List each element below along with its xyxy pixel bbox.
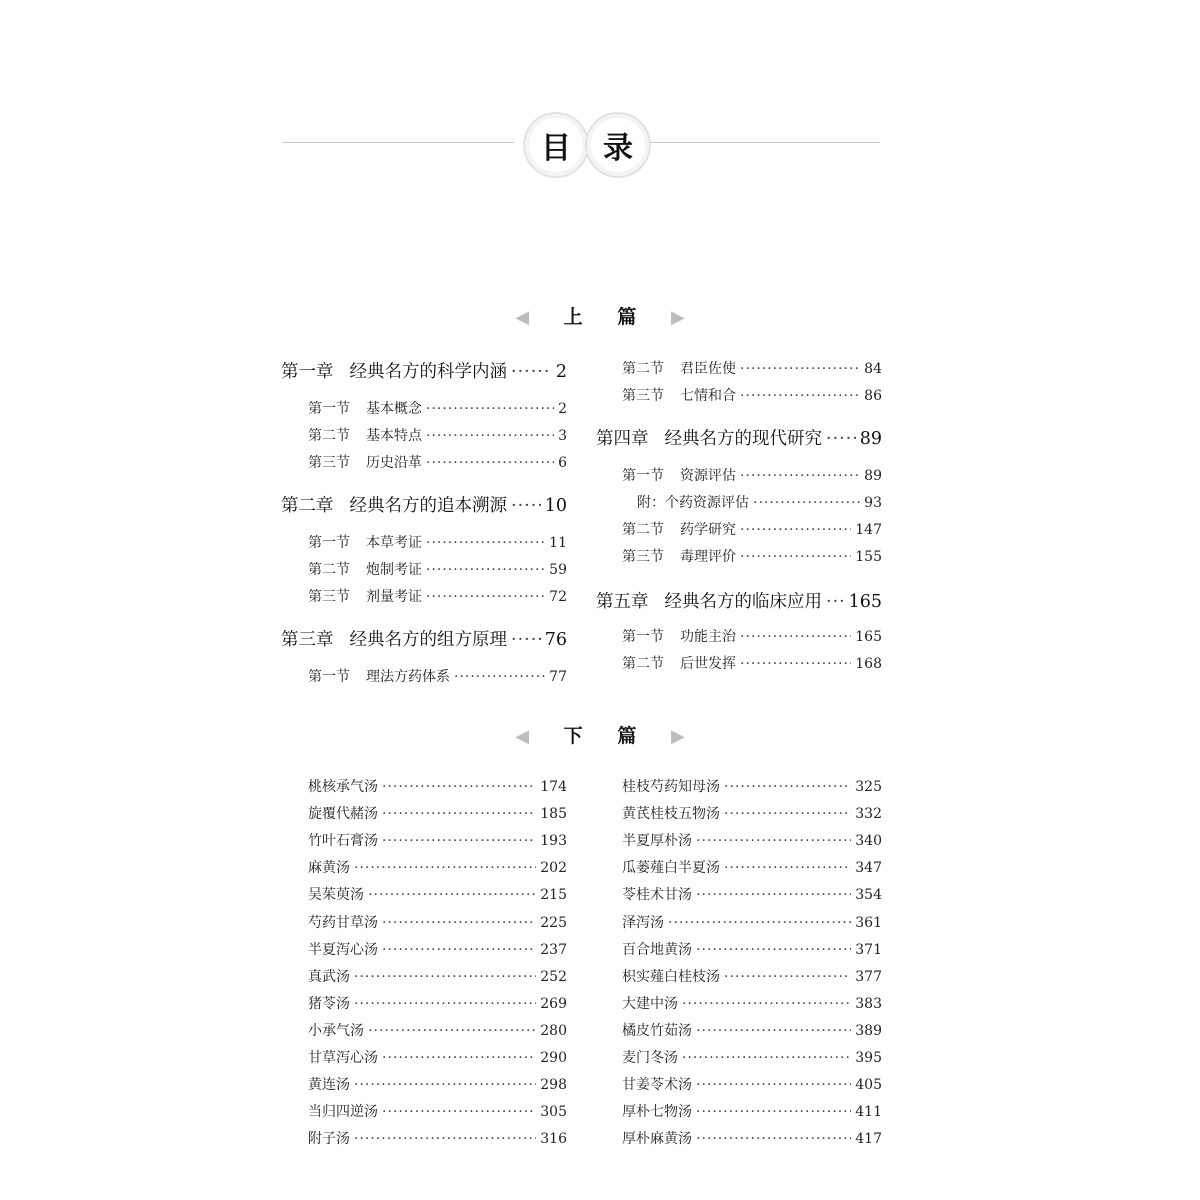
dot-leader bbox=[382, 779, 536, 795]
dot-leader bbox=[724, 860, 851, 876]
entry-number: 第五章 bbox=[596, 592, 649, 612]
page-number: 225 bbox=[540, 914, 567, 931]
dot-leader bbox=[753, 495, 860, 511]
page-number: 86 bbox=[864, 388, 882, 404]
toc-entry[interactable] bbox=[308, 559, 567, 581]
page-number: 354 bbox=[855, 887, 882, 904]
page-number: 165 bbox=[855, 629, 882, 645]
toc-entry[interactable] bbox=[308, 666, 567, 688]
page-number: 325 bbox=[855, 779, 882, 795]
toc-entry[interactable] bbox=[308, 425, 567, 447]
page-number: 155 bbox=[855, 549, 882, 565]
dot-leader bbox=[354, 969, 536, 985]
entry-title: 瓜蒌薤白半夏汤 bbox=[622, 860, 720, 877]
page-number: 290 bbox=[540, 1050, 567, 1066]
toc-entry[interactable] bbox=[308, 1074, 567, 1096]
page-title-char-2: 录 bbox=[603, 131, 633, 166]
page-number: 89 bbox=[864, 468, 882, 484]
entry-number: 第二节 bbox=[622, 656, 664, 672]
entry-title: 历史沿革 bbox=[366, 455, 422, 471]
page-number: 147 bbox=[855, 522, 882, 538]
entry-title: 甘草泻心汤 bbox=[308, 1050, 378, 1066]
toc-entry[interactable] bbox=[308, 993, 567, 1015]
dot-leader bbox=[724, 779, 851, 795]
dot-leader bbox=[724, 969, 851, 985]
entry-number: 第四章 bbox=[596, 429, 649, 449]
dot-leader bbox=[382, 1104, 536, 1120]
entry-title: 旋覆代赭汤 bbox=[308, 806, 378, 823]
entry-title: 黄芪桂枝五物汤 bbox=[622, 806, 720, 823]
page-number: 165 bbox=[848, 592, 882, 612]
toc-entry[interactable] bbox=[622, 830, 882, 852]
dot-leader bbox=[826, 592, 845, 612]
entry-number: 第二章 bbox=[281, 496, 334, 516]
entry-title: 炮制考证 bbox=[366, 562, 422, 578]
dot-leader bbox=[740, 468, 860, 484]
dot-leader bbox=[454, 669, 545, 685]
dot-leader bbox=[426, 535, 545, 551]
toc-entry[interactable] bbox=[596, 425, 882, 451]
title-badge-1 bbox=[523, 112, 589, 178]
page-number: 371 bbox=[855, 941, 882, 958]
dot-leader bbox=[511, 630, 541, 650]
toc-entry[interactable] bbox=[308, 532, 567, 554]
entry-number: 第一节 bbox=[622, 629, 664, 645]
entry-title: 小承气汤 bbox=[308, 1022, 364, 1039]
toc-entry[interactable] bbox=[622, 857, 882, 879]
toc-entry[interactable] bbox=[308, 1128, 567, 1150]
entry-title: 半夏泻心汤 bbox=[308, 941, 378, 958]
entry-number: 第三节 bbox=[622, 388, 664, 404]
page-number: 193 bbox=[540, 833, 567, 850]
entry-number: 第二节 bbox=[308, 428, 350, 444]
page-number: 395 bbox=[855, 1050, 882, 1066]
toc-entry[interactable] bbox=[622, 1101, 882, 1123]
toc-entry[interactable] bbox=[308, 776, 567, 798]
page-number: 305 bbox=[540, 1104, 567, 1121]
entry-title: 后世发挥 bbox=[680, 656, 736, 672]
toc-entry[interactable] bbox=[622, 966, 882, 988]
dot-leader bbox=[826, 429, 856, 449]
entry-title: 竹叶石膏汤 bbox=[308, 833, 378, 850]
ornament-right-icon: ▶ bbox=[670, 307, 685, 328]
dot-leader bbox=[382, 833, 536, 849]
toc-entry[interactable] bbox=[308, 830, 567, 852]
toc-entry[interactable] bbox=[622, 1074, 882, 1096]
entry-title: 百合地黄汤 bbox=[622, 941, 692, 958]
page-number: 417 bbox=[855, 1131, 882, 1148]
page-number: 84 bbox=[864, 361, 882, 377]
page-number: 6 bbox=[558, 455, 567, 471]
toc-entry[interactable] bbox=[308, 939, 567, 961]
toc-entry[interactable] bbox=[308, 1020, 567, 1042]
entry-title: 药学研究 bbox=[680, 522, 736, 538]
entry-number: 第一章 bbox=[281, 362, 334, 382]
toc-entry[interactable] bbox=[622, 776, 882, 798]
toc-entry[interactable] bbox=[308, 398, 567, 420]
entry-title: 君臣佐使 bbox=[680, 361, 736, 377]
page-number: 2 bbox=[555, 362, 567, 382]
entry-title: 理法方药体系 bbox=[366, 669, 450, 685]
entry-title: 大建中汤 bbox=[622, 995, 678, 1012]
page-number: 72 bbox=[549, 589, 567, 605]
entry-title: 厚朴麻黄汤 bbox=[622, 1131, 692, 1148]
dot-leader bbox=[696, 1131, 851, 1147]
dot-leader bbox=[740, 629, 851, 645]
page-number: 237 bbox=[540, 941, 567, 958]
dot-leader bbox=[696, 887, 851, 903]
entry-title: 经典名方的临床应用 bbox=[664, 592, 822, 612]
page-number: 185 bbox=[540, 806, 567, 823]
page-number: 383 bbox=[855, 995, 882, 1012]
toc-entry[interactable] bbox=[622, 803, 882, 825]
entry-number: 第一节 bbox=[308, 535, 350, 551]
toc-entry[interactable] bbox=[622, 385, 882, 407]
page-title-char-1: 目 bbox=[541, 131, 571, 166]
entry-title: 基本概念 bbox=[366, 401, 422, 417]
entry-title: 半夏厚朴汤 bbox=[622, 833, 692, 850]
toc-entry[interactable] bbox=[308, 857, 567, 879]
ornament-left-icon: ◀ bbox=[515, 307, 530, 328]
toc-entry[interactable] bbox=[622, 1047, 882, 1069]
entry-title: 桃核承气汤 bbox=[308, 779, 378, 795]
dot-leader bbox=[511, 362, 552, 382]
entry-title: 经典名方的科学内涵 bbox=[349, 362, 507, 382]
toc-entry[interactable] bbox=[308, 1047, 567, 1069]
page-number: 59 bbox=[549, 562, 567, 578]
entry-title: 当归四逆汤 bbox=[308, 1104, 378, 1121]
entry-title: 毒理评价 bbox=[680, 549, 736, 565]
toc-entry[interactable] bbox=[308, 803, 567, 825]
dot-leader bbox=[426, 589, 545, 605]
page-number: 215 bbox=[540, 887, 567, 904]
dot-leader bbox=[682, 996, 851, 1012]
dot-leader bbox=[668, 915, 851, 931]
dot-leader bbox=[696, 942, 851, 958]
title-badge-2 bbox=[585, 112, 651, 178]
dot-leader bbox=[354, 1131, 536, 1147]
toc-entry[interactable] bbox=[622, 939, 882, 961]
toc-entry[interactable] bbox=[308, 966, 567, 988]
page-number: 332 bbox=[855, 806, 882, 823]
page-number: 269 bbox=[540, 995, 567, 1012]
entry-number: 第三节 bbox=[622, 549, 664, 565]
entry-title: 甘姜苓术汤 bbox=[622, 1077, 692, 1094]
toc-entry[interactable] bbox=[281, 492, 567, 518]
page-number: 361 bbox=[855, 914, 882, 931]
toc-entry[interactable] bbox=[622, 993, 882, 1015]
entry-title: 芍药甘草汤 bbox=[308, 914, 378, 931]
entry-title: 本草考证 bbox=[366, 535, 422, 551]
entry-title: 苓桂术甘汤 bbox=[622, 887, 692, 904]
toc-entry[interactable] bbox=[622, 1020, 882, 1042]
entry-title: 附：个药资源评估 bbox=[637, 495, 749, 511]
dot-leader bbox=[740, 656, 851, 672]
page-number: 377 bbox=[855, 968, 882, 985]
ornament-left-icon: ◀ bbox=[515, 726, 530, 747]
dot-leader bbox=[511, 496, 541, 516]
toc-entry[interactable] bbox=[596, 588, 882, 614]
dot-leader bbox=[382, 915, 536, 931]
entry-number: 第三节 bbox=[308, 455, 350, 471]
dot-leader bbox=[740, 549, 851, 565]
dot-leader bbox=[724, 806, 851, 822]
toc-entry[interactable] bbox=[622, 884, 882, 906]
toc-entry[interactable] bbox=[308, 884, 567, 906]
entry-title: 泽泻汤 bbox=[622, 914, 664, 931]
dot-leader bbox=[426, 428, 554, 444]
entry-title: 橘皮竹茹汤 bbox=[622, 1022, 692, 1039]
dot-leader bbox=[354, 996, 536, 1012]
page-number: 405 bbox=[855, 1077, 882, 1094]
page-number: 2 bbox=[558, 401, 567, 417]
entry-title: 经典名方的组方原理 bbox=[349, 630, 507, 650]
dot-leader bbox=[696, 1023, 851, 1039]
page-number: 389 bbox=[855, 1022, 882, 1039]
entry-title: 功能主治 bbox=[680, 629, 736, 645]
dot-leader bbox=[354, 860, 536, 876]
toc-entry[interactable] bbox=[308, 1101, 567, 1123]
dot-leader bbox=[696, 833, 851, 849]
page-number: 347 bbox=[855, 860, 882, 877]
toc-entry[interactable] bbox=[281, 626, 567, 652]
part2-heading: ◀ 下 篇 ▶ bbox=[515, 725, 685, 747]
part1-heading: ◀ 上 篇 ▶ bbox=[515, 306, 685, 328]
entry-title: 基本特点 bbox=[366, 428, 422, 444]
page-number: 280 bbox=[540, 1022, 567, 1039]
toc-entry[interactable] bbox=[622, 653, 882, 675]
entry-title: 资源评估 bbox=[680, 468, 736, 484]
entry-title: 七情和合 bbox=[680, 388, 736, 404]
page-number: 298 bbox=[540, 1077, 567, 1094]
dot-leader bbox=[740, 388, 860, 404]
entry-title: 剂量考证 bbox=[366, 589, 422, 605]
dot-leader bbox=[368, 1023, 536, 1039]
entry-title: 真武汤 bbox=[308, 968, 350, 985]
page-number: 168 bbox=[855, 656, 882, 672]
entry-title: 经典名方的现代研究 bbox=[664, 429, 822, 449]
toc-entry[interactable] bbox=[622, 626, 882, 648]
page-number: 93 bbox=[864, 495, 882, 511]
toc-entry[interactable] bbox=[308, 586, 567, 608]
page-number: 411 bbox=[855, 1104, 882, 1121]
toc-entry[interactable] bbox=[622, 1128, 882, 1150]
page-number: 316 bbox=[540, 1131, 567, 1148]
page-number: 202 bbox=[540, 860, 567, 877]
page-number: 252 bbox=[540, 968, 567, 985]
toc-entry[interactable] bbox=[281, 358, 567, 384]
dot-leader bbox=[740, 361, 860, 377]
page-number: 77 bbox=[549, 669, 567, 685]
entry-title: 吴茱萸汤 bbox=[308, 887, 364, 904]
entry-number: 第二节 bbox=[622, 522, 664, 538]
entry-title: 厚朴七物汤 bbox=[622, 1104, 692, 1121]
dot-leader bbox=[382, 806, 536, 822]
title-rule-left bbox=[282, 142, 514, 143]
entry-title: 麻黄汤 bbox=[308, 860, 350, 877]
toc-entry[interactable] bbox=[622, 358, 882, 380]
dot-leader bbox=[696, 1104, 851, 1120]
toc-entry[interactable] bbox=[637, 492, 882, 514]
page-number: 340 bbox=[855, 833, 882, 850]
entry-title: 枳实薤白桂枝汤 bbox=[622, 968, 720, 985]
dot-leader bbox=[382, 942, 536, 958]
entry-title: 经典名方的追本溯源 bbox=[349, 496, 507, 516]
page-number: 3 bbox=[558, 428, 567, 444]
entry-title: 桂枝芍药知母汤 bbox=[622, 779, 720, 795]
dot-leader bbox=[368, 887, 536, 903]
toc-entry[interactable] bbox=[622, 519, 882, 541]
toc-entry[interactable] bbox=[622, 546, 882, 568]
ornament-right-icon: ▶ bbox=[670, 726, 685, 747]
dot-leader bbox=[740, 522, 851, 538]
toc-entry[interactable] bbox=[622, 912, 882, 934]
entry-number: 第一节 bbox=[308, 401, 350, 417]
dot-leader bbox=[682, 1050, 851, 1066]
toc-entry[interactable] bbox=[308, 912, 567, 934]
entry-title: 麦门冬汤 bbox=[622, 1050, 678, 1066]
page-number: 76 bbox=[544, 630, 567, 650]
dot-leader bbox=[426, 455, 554, 471]
dot-leader bbox=[382, 1050, 536, 1066]
toc-entry[interactable] bbox=[622, 465, 882, 487]
entry-number: 第三章 bbox=[281, 630, 334, 650]
page-number: 10 bbox=[544, 496, 567, 516]
entry-number: 第二节 bbox=[622, 361, 664, 377]
entry-number: 第一节 bbox=[308, 669, 350, 685]
page-number: 89 bbox=[859, 429, 882, 449]
entry-title: 附子汤 bbox=[308, 1131, 350, 1148]
dot-leader bbox=[426, 401, 554, 417]
dot-leader bbox=[354, 1077, 536, 1093]
dot-leader bbox=[696, 1077, 851, 1093]
entry-title: 黄连汤 bbox=[308, 1077, 350, 1094]
toc-entry[interactable] bbox=[308, 452, 567, 474]
title-rule-right bbox=[648, 142, 880, 143]
page-number: 174 bbox=[540, 779, 567, 795]
page-number: 11 bbox=[549, 535, 567, 551]
entry-number: 第一节 bbox=[622, 468, 664, 484]
entry-number: 第三节 bbox=[308, 589, 350, 605]
entry-number: 第二节 bbox=[308, 562, 350, 578]
entry-title: 猪苓汤 bbox=[308, 995, 350, 1012]
dot-leader bbox=[426, 562, 545, 578]
